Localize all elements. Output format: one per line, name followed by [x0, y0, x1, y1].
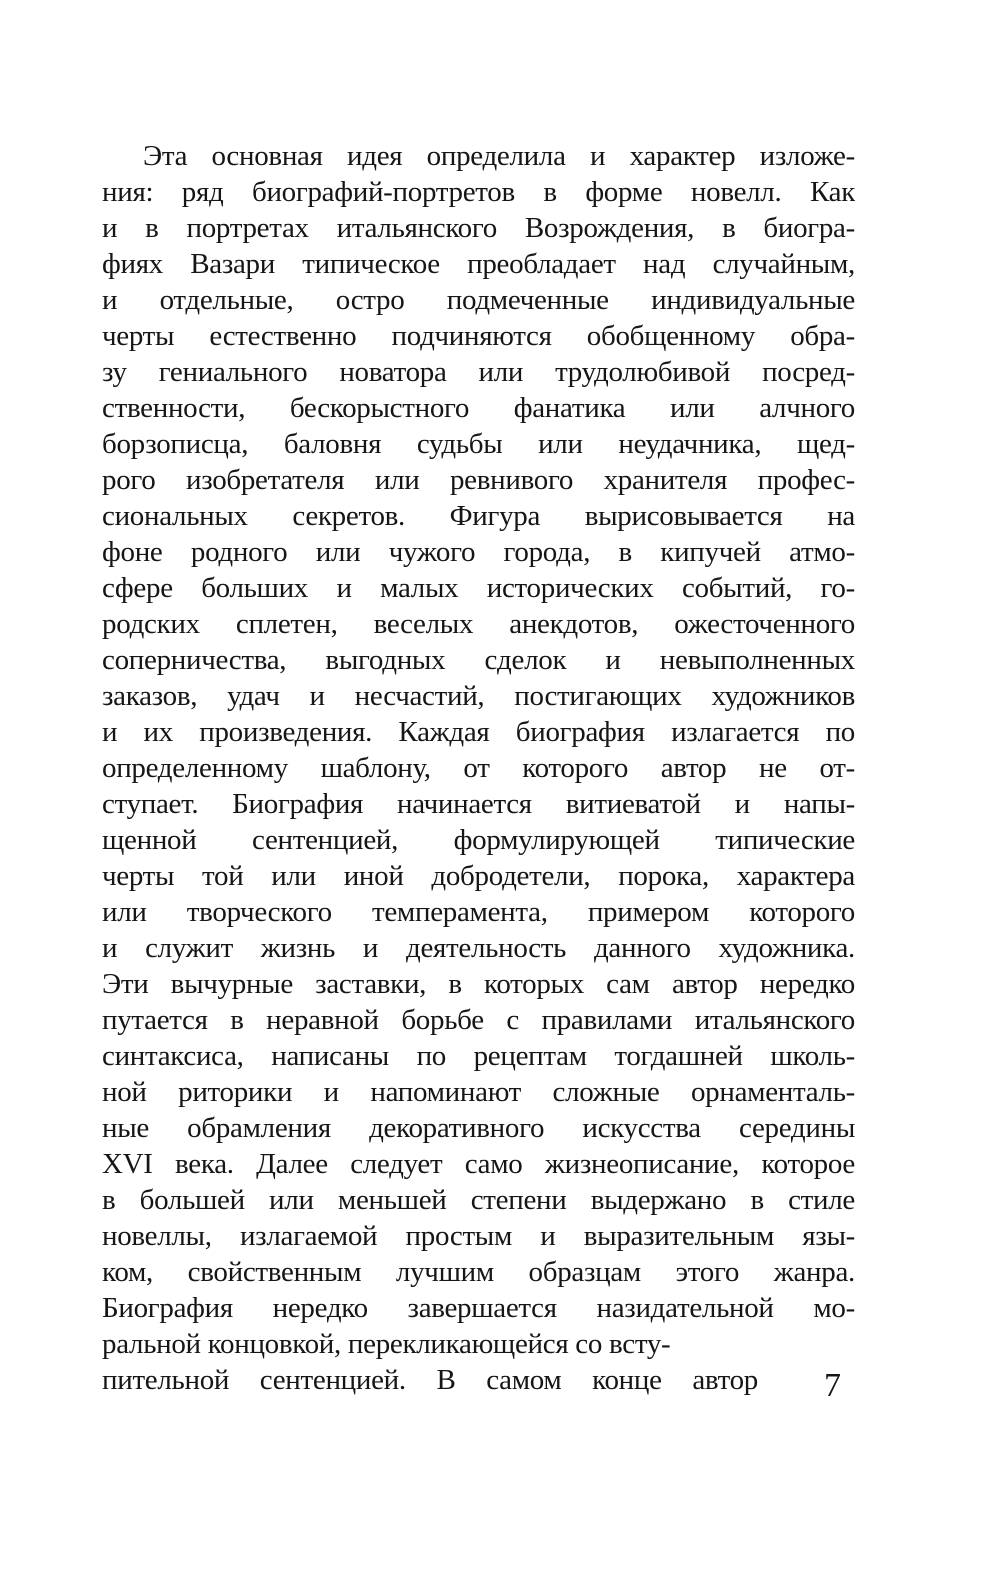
- text-line: пительной сентенцией. В самом конце автор: [102, 1364, 758, 1396]
- text-line: черты той или иной добродетели, порока, характера: [102, 860, 855, 892]
- text-line: ной риторики и напоминают сложные орнаменталь-: [102, 1076, 855, 1108]
- text-line: сфере больших и малых исторических событий, го-: [102, 572, 855, 604]
- page-number: 7: [824, 1367, 841, 1404]
- text-line: ные обрамления декоративного искусства середины: [102, 1112, 855, 1144]
- text-line: определенному шаблону, от которого автор не от-: [102, 752, 855, 784]
- text-line: ступает. Биография начинается витиеватой и напы-: [102, 788, 855, 820]
- text-line: рого изобретателя или ревнивого хранителя профес-: [102, 464, 855, 496]
- text-line: или творческого темперамента, примером которого: [102, 896, 855, 928]
- text-line: ральной концовкой, перекликающейся со всту-: [102, 1328, 671, 1360]
- text-line: путается в неравной борьбе с правилами итальянского: [102, 1004, 855, 1036]
- text-line: фоне родного или чужого города, в кипучей атмо-: [102, 536, 855, 568]
- text-line: новеллы, излагаемой простым и выразительным язы-: [102, 1220, 855, 1252]
- text-line: сиональных секретов. Фигура вырисовывается на: [102, 500, 855, 532]
- text-line: щенной сентенцией, формулирующей типические: [102, 824, 855, 856]
- text-line: соперничества, выгодных сделок и невыполненных: [102, 644, 855, 676]
- text-line: родских сплетен, веселых анекдотов, ожесточенного: [102, 608, 855, 640]
- paragraph: [102, 138, 855, 1398]
- text-line: XVI века. Далее следует само жизнеописание, которое: [102, 1148, 855, 1180]
- text-line: зу гениального новатора или трудолюбивой посред-: [102, 356, 855, 388]
- text-line: ственности, бескорыстного фанатика или алчного: [102, 392, 855, 424]
- text-line: и служит жизнь и деятельность данного художника.: [102, 932, 855, 964]
- text-line: Эта основная идея определила и характер изложе-: [143, 140, 855, 172]
- text-line: Эти вычурные заставки, в которых сам автор нередко: [102, 968, 855, 1000]
- text-line: и отдельные, остро подмеченные индивидуальные: [102, 284, 855, 316]
- text-line: борзописца, баловня судьбы или неудачника, щед-: [102, 428, 855, 460]
- text-line: заказов, удач и несчастий, постигающих художников: [102, 680, 855, 712]
- text-line: фиях Вазари типическое преобладает над случайным,: [102, 248, 855, 280]
- text-line: и их произведения. Каждая биография излагается по: [102, 716, 855, 748]
- text-line: ния: ряд биографий-портретов в форме новелл. Как: [102, 176, 855, 208]
- text-line: синтаксиса, написаны по рецептам тогдашней школь-: [102, 1040, 855, 1072]
- text-line: Биография нередко завершается назидательной мо-: [102, 1292, 855, 1324]
- text-line: и в портретах итальянского Возрождения, в биогра-: [102, 212, 855, 244]
- text-line: в большей или меньшей степени выдержано в стиле: [102, 1184, 855, 1216]
- text-line: ком, свойственным лучшим образцам этого жанра.: [102, 1256, 855, 1288]
- text-line: черты естественно подчиняются обобщенному обра-: [102, 320, 855, 352]
